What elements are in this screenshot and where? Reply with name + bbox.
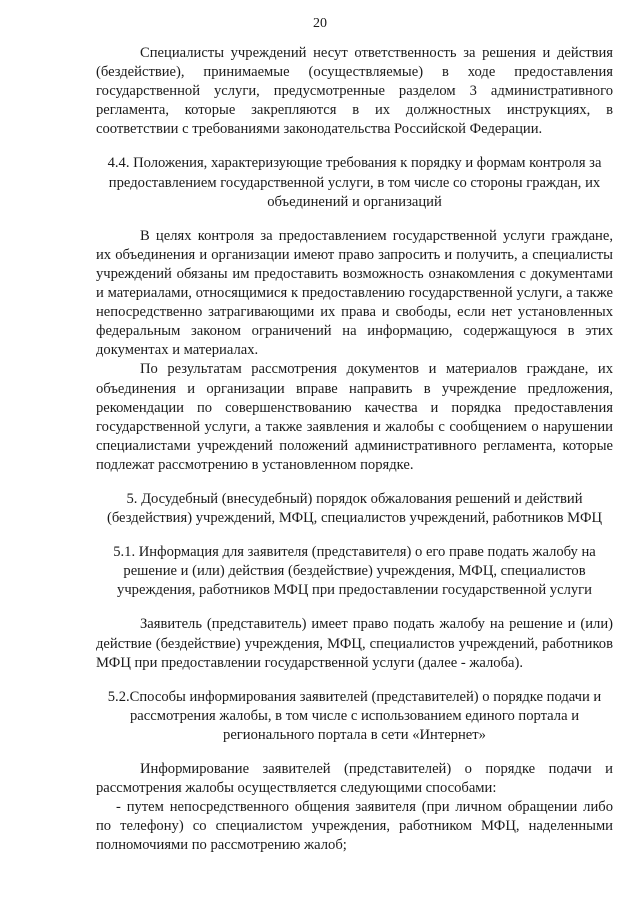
document-body (96, 44, 613, 855)
paragraph-complaint-right: Заявитель (представитель) имеет право подать жалобу на решение и (или) действие (бездействие) учреждения, МФЦ, специалистов учреждений, работников МФЦ при предоставлении государственной услуги (далее - жалоба). (96, 616, 613, 671)
heading-5-2: 5.2.Способы информирования заявителей (представителей) о порядке подачи и рассмотрения жалобы, в том числе с использованием единого портала и регионального портала в сети «Интернет» (107, 688, 602, 743)
paragraph-control-rights: В целях контроля за предоставлением государственной услуги граждане, их объединения и организации имеют право запросить и получить, а специалисты учреждений обязаны им предоставить возможность ознакомления с документами и материалами, относящимися к предоставлению государственной услуги, а также непосредственно затрагивающими их права и свободы, если нет установленных федеральным законом ограничений на информацию, содержащуюся в этих документах и материалах. (96, 227, 613, 359)
paragraph-responsibility: Специалисты учреждений несут ответственность за решения и действия (бездействие), принимаемые (осуществляемые) в ходе предоставления государственной услуги, предусмотренные разделом 3 административного регламента, которые закрепляются в их должностных инструкциях, в соответствии с требованиями законодательства Российской Федерации. (96, 45, 613, 138)
heading-5: 5. Досудебный (внесудебный) порядок обжалования решений и действий (бездействия) учреждений, МФЦ, специалистов учреждений, работников МФЦ (106, 490, 603, 527)
heading-5-1: 5.1. Информация для заявителя (представителя) о его праве подать жалобу на решение и (или) действия (бездействие) учреждения, МФЦ, специалистов учреждения, работников МФЦ при предоставлении государственной услуги (113, 544, 596, 599)
paragraph-informing-methods: Информирование заявителей (представителей) о порядке подачи и рассмотрения жалобы осуществляется следующими способами: (96, 761, 613, 797)
page-number: 20 (313, 16, 327, 31)
list-item-direct-communication: - путем непосредственного общения заявителя (при личном обращении либо по телефону) со специалистом учреждения, работником МФЦ, наделенными полномочиями по рассмотрению жалоб; (96, 799, 613, 854)
heading-4-4: 4.4. Положения, характеризующие требования к порядку и формам контроля за предоставлением государственной услуги, в том числе со стороны граждан, их объединений и организаций (107, 155, 602, 210)
paragraph-proposals: По результатам рассмотрения документов и материалов граждане, их объединения и организации вправе направить в учреждение предложения, рекомендации по совершенствованию качества и порядка предоставления государственной услуги, а также заявления и жалобы с сообщением о нарушении специалистами учреждений положений административного регламента, которые подлежат рассмотрению в установленном порядке. (96, 361, 613, 473)
